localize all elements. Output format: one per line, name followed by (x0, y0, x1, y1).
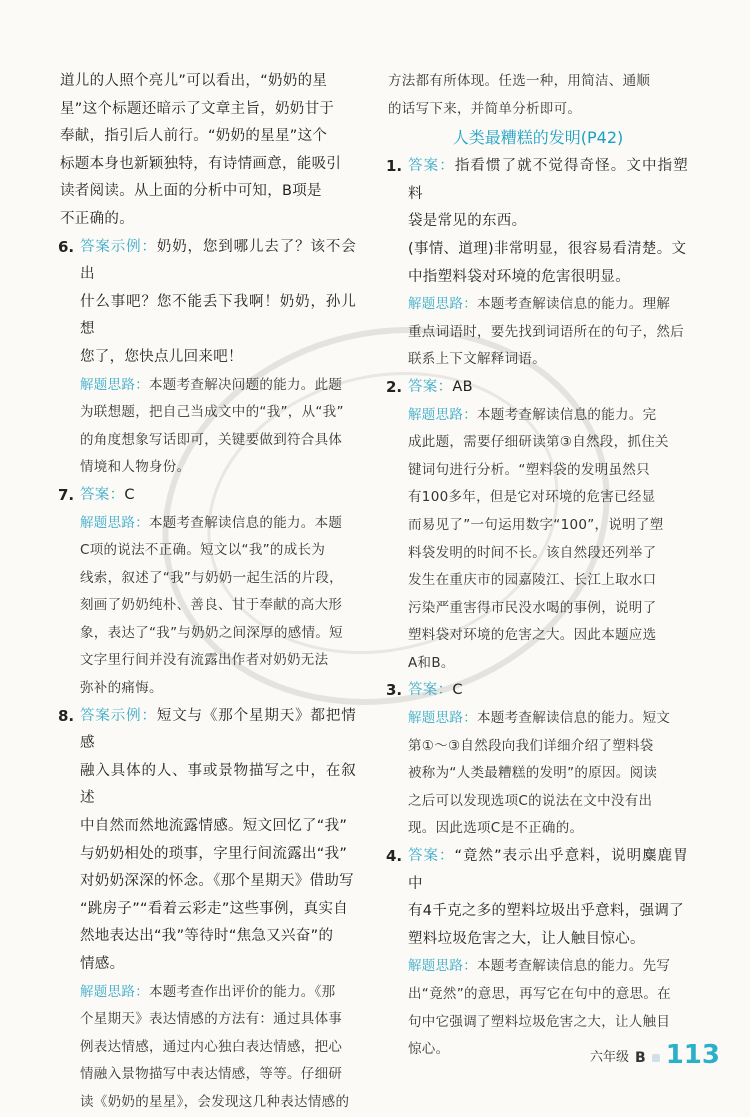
answer-tag: 答案： (408, 378, 453, 395)
answer-tag: 答案示例： (80, 238, 157, 255)
item-number: 2. (386, 377, 403, 396)
right-intro (388, 68, 688, 123)
think-text: A和B。 (408, 654, 455, 671)
think-text: 句中它强调了塑料垃圾危害之大，让人触目 (408, 1013, 671, 1030)
think-tag: 解题思路： (80, 376, 149, 393)
answer-text: 您了，您快点儿回来吧！ (80, 348, 243, 365)
answer-text: C (124, 486, 135, 503)
think-text: 联系上下文解释词语。 (408, 351, 546, 368)
think-text: 个星期天》表达情感的方法有：通过具体事 (80, 1011, 343, 1028)
think-text: 本题考查解读信息的能力。理解 (477, 296, 671, 313)
think-text: 为联想题，把自己当成文中的“我”，从“我” (80, 404, 344, 421)
answer-text: 中自然而然地流露情感。短文回忆了“我” (80, 818, 348, 835)
text-line: 星”这个标题还暗示了文章主旨，奶奶甘于 (60, 100, 335, 117)
think-text: 成此题，需要仔细研读第③自然段，抓住关 (408, 434, 669, 451)
think-text: 象，表达了“我”与奶奶之间深厚的感情。短 (80, 624, 343, 641)
think-text: 有100多年，但是它对环境的危害已经显 (408, 489, 656, 506)
think-tag: 解题思路： (408, 958, 477, 975)
answer-text: 情感。 (80, 956, 125, 972)
answer-text: 塑料垃圾危害之大，让人触目惊心。 (408, 930, 645, 947)
grade-label: 六年级 (590, 1050, 630, 1065)
item-number: 4. (386, 847, 403, 866)
think-text: 本题考查解读信息的能力。完 (477, 406, 657, 423)
think-text: 刻画了奶奶纯朴、善良、甘于奉献的高大形 (80, 597, 343, 614)
think-text: 本题考查解决问题的能力。此题 (149, 376, 343, 393)
answer-item-4 (388, 843, 688, 1064)
right-column (388, 68, 688, 1064)
answer-text: 指看惯了就不觉得奇怪。文中指塑料 (408, 158, 689, 202)
answer-item-1 (388, 153, 688, 374)
answer-text: 然地表达出“我”等待时“焦急又兴奋”的 (80, 928, 334, 945)
answer-text: “跳房子”“看着云彩走”这些事例，真实自 (80, 900, 349, 917)
think-tag: 解题思路： (408, 710, 477, 727)
answer-tag: 答案： (80, 486, 125, 503)
think-text: 之后可以发现选项C的说法在文中没有出 (408, 792, 653, 809)
answer-item-7 (60, 482, 356, 703)
item-number: 1. (386, 157, 403, 176)
left-intro (60, 68, 356, 234)
text-line: 读者阅读。从上面的分析中可知，B项是 (60, 183, 322, 200)
section-title: 人类最糟糕的发明(P42) (452, 128, 624, 148)
answer-text: 对奶奶深深的怀念。《那个星期天》借助写 (80, 873, 354, 890)
think-tag: 解题思路： (408, 296, 477, 313)
think-text: 线索，叙述了“我”与奶奶一起生活的片段， (80, 569, 343, 586)
think-text: 文字里行间并没有流露出作者对奶奶无法 (80, 652, 329, 669)
answer-text: (事情、道理)非常明显，很容易看清楚。文 (408, 240, 687, 257)
answer-text: 融入具体的人、事或景物描写之中，在叙述 (80, 762, 356, 807)
answer-tag: 答案： (408, 158, 455, 175)
answer-text: “竟然”表示出乎意料，说明麋鹿胃中 (408, 848, 688, 892)
item-number: 3. (386, 681, 403, 700)
answer-text: 什么事吧？您不能丢下我啊！奶奶，孙儿想 (80, 293, 356, 338)
think-text: 读《奶奶的星星》，会发现这几种表达情感的 (80, 1093, 350, 1110)
answer-text: 与奶奶相处的琐事，字里行间流露出“我” (80, 845, 348, 862)
answer-tag: 答案： (408, 682, 453, 699)
answer-tag: 答案示例： (80, 707, 157, 724)
answer-item-3 (388, 677, 688, 843)
item-number: 6. (58, 237, 75, 256)
text-line: 不正确的。 (60, 210, 134, 227)
think-text: 重点词语时，要先找到词语所在的句子，然后 (408, 323, 684, 340)
item-number: 8. (58, 706, 75, 725)
think-text: 污染严重害得市民没水喝的事例，说明了 (408, 599, 657, 616)
think-text: 情境和人物身份。 (80, 459, 191, 476)
think-text: 本题考查解读信息的能力。短文 (477, 710, 671, 727)
think-text: 被称为“人类最糟糕的发明”的原因。阅读 (408, 765, 658, 782)
answer-text: 袋是常见的东西。 (408, 213, 527, 230)
think-tag: 解题思路： (408, 406, 477, 423)
text-line: 奉献，指引后人前行。“奶奶的星星”这个 (60, 128, 328, 145)
think-text: 第①～③自然段向我们详细介绍了塑料袋 (408, 737, 654, 754)
think-text: 键词句进行分析。“塑料袋的发明虽然只 (408, 461, 650, 478)
text-line: 的话写下来，并简单分析即可。 (388, 100, 582, 117)
think-text: 料袋发明的时间不长。该自然段还列举了 (408, 544, 657, 561)
answer-text: C (452, 682, 463, 699)
think-text: 本题考查作出评价的能力。《那 (149, 983, 336, 1000)
think-text: 本题考查解读信息的能力。先写 (477, 958, 671, 975)
decorative-square-icon (652, 1054, 660, 1062)
text-line: 标题本身也新颖独特，有诗情画意，能吸引 (60, 155, 342, 172)
think-tag: 解题思路： (80, 514, 149, 531)
left-column (60, 68, 356, 1117)
text-line: 道儿的人照个亮儿”可以看出，“奶奶的星 (60, 73, 328, 89)
think-text: 惊心。 (408, 1041, 450, 1058)
book-label: B (635, 1050, 646, 1066)
think-text: 现。因此选项C是不正确的。 (408, 820, 584, 837)
text-line: 方法都有所体现。任选一种，用简洁、通顺 (388, 73, 651, 89)
answer-text: 中指塑料袋对环境的危害很明显。 (408, 268, 630, 285)
page-footer (590, 1042, 720, 1068)
think-text: 弥补的痛悔。 (80, 680, 163, 697)
answer-item-8 (60, 703, 356, 1117)
answer-text: 短文与《那个星期天》都把情感 (80, 707, 356, 752)
answer-tag: 答案： (408, 848, 455, 865)
think-text: 例表达情感，通过内心独白表达情感，把心 (80, 1038, 343, 1055)
think-tag: 解题思路： (80, 983, 149, 1000)
think-text: 出“竟然”的意思，再写它在句中的意思。在 (408, 986, 671, 1002)
answer-text: AB (452, 378, 473, 395)
think-text: 而易见了”一句运用数字“100”，说明了塑 (408, 516, 664, 533)
think-text: 塑料袋对环境的危害之大。因此本题应选 (408, 627, 657, 644)
answer-text: 奶奶，您到哪儿去了？该不会出 (80, 238, 356, 283)
answer-item-2 (388, 374, 688, 678)
think-text: 本题考查解读信息的能力。本题 (149, 514, 343, 531)
think-text: C项的说法不正确。短文以“我”的成长为 (80, 542, 326, 559)
think-text: 的角度想象写话即可，关键要做到符合具体 (80, 431, 343, 448)
page-number: 113 (665, 1040, 720, 1070)
item-number: 7. (58, 485, 75, 504)
think-text: 情融入景物描写中表达情感，等等。仔细研 (80, 1066, 343, 1083)
answer-item-6 (60, 234, 356, 482)
answer-text: 有4千克之多的塑料垃圾出乎意料，强调了 (408, 903, 684, 920)
think-text: 发生在重庆市的园嘉陵江、长江上取水口 (408, 572, 657, 589)
